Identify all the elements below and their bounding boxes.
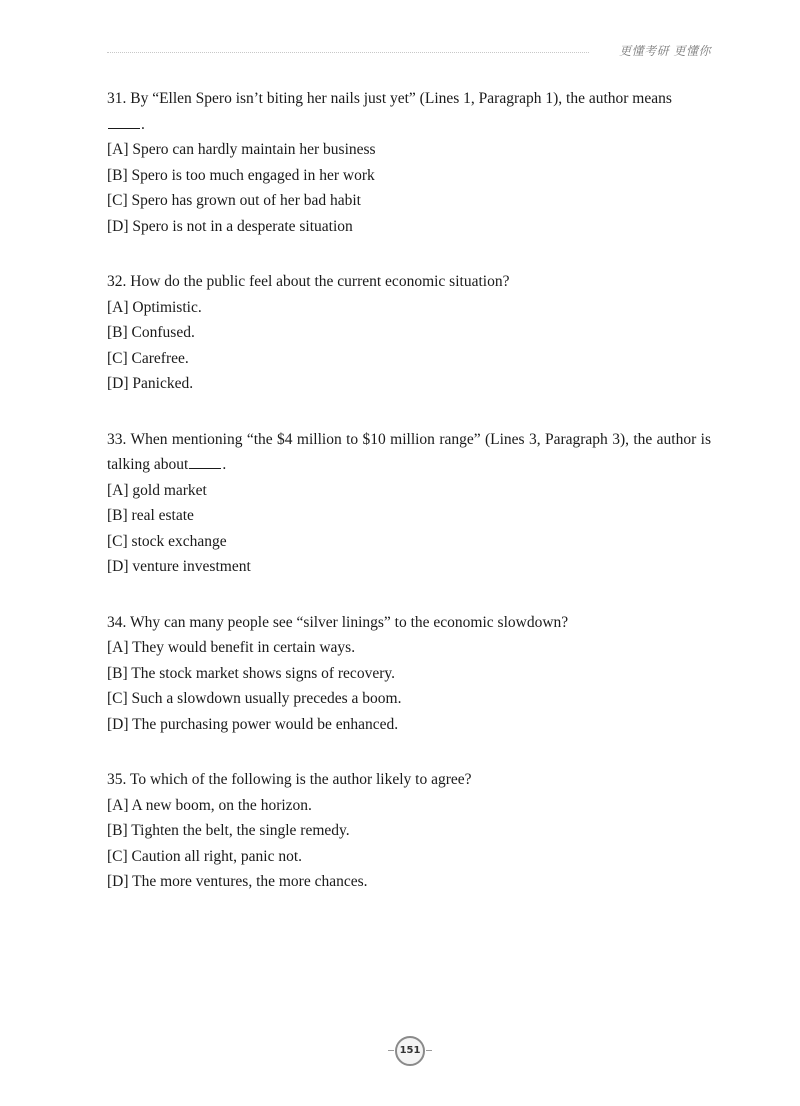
- option-c: [C] Carefree.: [107, 349, 189, 367]
- question-35: [107, 767, 711, 895]
- option-d: [D] Panicked.: [107, 375, 194, 392]
- option-d: [D] Spero is not in a desperate situation: [107, 217, 353, 235]
- option-a: [A] gold market: [107, 481, 207, 499]
- question-34: [107, 610, 711, 738]
- option-a: [A] Optimistic.: [107, 298, 202, 316]
- option-a: [A] They would benefit in certain ways.: [107, 639, 356, 656]
- answer-blank: [108, 113, 140, 129]
- question-stem: 34. Why can many people see “silver linings” to the economic slowdown?: [107, 613, 569, 631]
- question-stem-text: 31. By “Ellen Spero isn’t biting her nails just yet” (Lines 1, Paragraph 1), the author means: [107, 90, 672, 107]
- option-b: [B] Spero is too much engaged in her work: [107, 166, 375, 184]
- header-dotted-rule: [107, 52, 589, 53]
- option-b: [B] real estate: [107, 507, 194, 524]
- option-d: [D] venture investment: [107, 558, 251, 575]
- option-c: [C] Spero has grown out of her bad habit: [107, 192, 361, 209]
- answer-blank: [189, 453, 221, 469]
- question-stem: 35. To which of the following is the author likely to agree?: [107, 771, 472, 788]
- page-badge-left-tick: [388, 1050, 394, 1051]
- question-stem: [107, 427, 711, 478]
- option-b: [B] Tighten the belt, the single remedy.: [107, 822, 350, 839]
- page-badge-right-tick: [426, 1050, 432, 1051]
- question-31: [107, 86, 711, 239]
- option-d: [D] The purchasing power would be enhanced.: [107, 715, 399, 733]
- option-a: [A] Spero can hardly maintain her business: [107, 141, 376, 158]
- page-number-badge: [395, 1036, 425, 1066]
- question-stem-text: 33. When mentioning “the $4 million to $10 million range” (Lines 3, Paragraph 3), the author is talking about: [107, 430, 711, 473]
- option-b: [B] The stock market shows signs of recovery.: [107, 664, 395, 682]
- question-32: [107, 269, 711, 397]
- option-b: [B] Confused.: [107, 324, 195, 341]
- question-stem-end: .: [141, 115, 145, 133]
- question-33: [107, 427, 711, 580]
- page-number: 151: [399, 1045, 421, 1056]
- page-footer: [0, 1036, 800, 1066]
- option-d: [D] The more ventures, the more chances.: [107, 873, 368, 890]
- question-stem: [107, 86, 711, 137]
- question-stem: 32. How do the public feel about the current economic situation?: [107, 273, 510, 290]
- question-list: [107, 86, 711, 925]
- question-stem-end: .: [222, 456, 227, 473]
- option-c: [C] Such a slowdown usually precedes a boom.: [107, 690, 402, 707]
- header-slogan: 更懂考研 更懂你: [619, 44, 711, 58]
- option-c: [C] stock exchange: [107, 532, 227, 550]
- page-header: [107, 42, 711, 62]
- option-a: [A] A new boom, on the horizon.: [107, 796, 312, 814]
- option-c: [C] Caution all right, panic not.: [107, 847, 303, 865]
